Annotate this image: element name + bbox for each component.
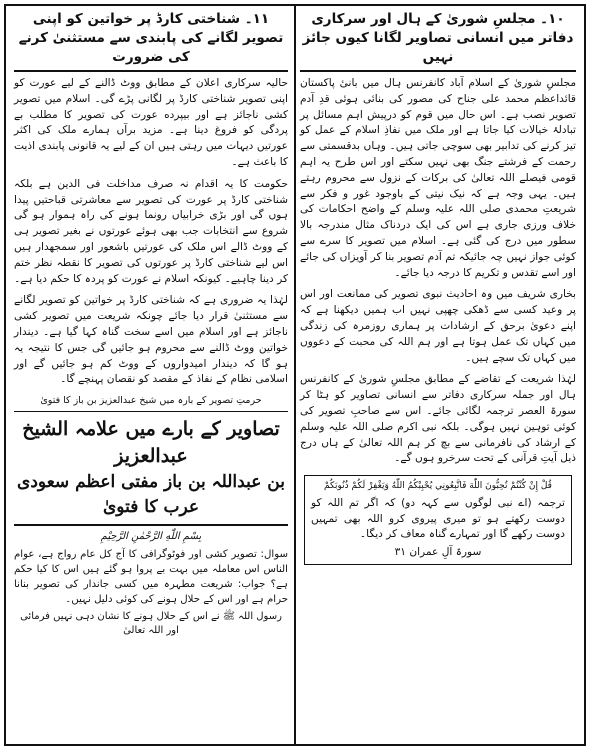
fatwa-title-line-1: تصاویر کے بارے میں علامہ الشیخ عبدالعزیز xyxy=(22,418,280,468)
left-paragraph-3: لہٰذا یہ ضروری ہے کہ شناختی کارڈ پر خواتین کو تصویر لگانے سے مستثنیٰ قرار دیا جائے چونکہ شریعت میں تصویر کشی ناجائز ہے اور اسلام میں اسے سخت گناہ کہا گیا ہے۔ دیندار خواتین ووٹ ڈالنے سے محروم ہو جائیں گی جس کا نتیجہ یہ ہو گا کہ دیندار امیدواروں کے ووٹ کم ہو جائیں گے اور اسلامی نظام کے نفاذ کے مقصد کو نقصان پہنچے گا۔ xyxy=(14,294,288,386)
fatwa-footer-line: رسول اللہ ﷺ نے اس کے حلال ہونے کا نشان دہی نہیں فرمائی اور اللہ تعالیٰ xyxy=(20,611,282,637)
left-paragraph-2: حکومت کا یہ اقدام نہ صرف مداخلت فی الدین ہے بلکہ شناختی کارڈ پر عورت کی تصویر سے معاشرتی قباحتیں پیدا ہوں گی اور بڑی خرابیاں رونما ہونے کی راہ ہموار ہو گی شروع سے انتخابات جب بھی ہوئے عورتوں نے بغیر تصویر ہی کے ووٹ ڈالے اس ملک کی عورتیں باشعور اور سمجھدار ہیں اس لیے شناختی کارڈ پر عورتوں کی تصویر کا نقطہ نظر ختم کر دینا چاہیے۔ کیونکہ اسلام نے عورت کو پردہ کا حکم دیا ہے۔ xyxy=(14,177,288,285)
bismillah: بِسْمِ اللّٰهِ الرَّحْمٰنِ الرَّحِيْمِ xyxy=(100,531,202,543)
right-paragraph-1: مجلسِ شوریٰ کے اسلام آباد کانفرنس ہال میں بانیٔ پاکستان قائداعظم محمد علی جناح کی مصور کی بنائی ہوئی قدِ آدم تصویر نصب ہے۔ اس حال میں قوم کو درپیش اہم مسائل پر تبادلۂ خیالات کیا جاتا ہے اور ملک میں نفاذِ اسلام کے عمل کو تیز کرنے کی تدابیر بھی سوچی جاتی ہیں۔ وہاں بدقسمتی سے رحمت کے فرشتے جنگ بھی نہیں سکتے اور اس طرح یہ اہم قومی فیصلے اللہ تعالیٰ کی برکات کے نزول سے محروم رہتے ہیں۔ یہی وجہ ہے کہ نیک نیتی کے باوجود غور و فکر سے شریعتِ محمدی صلی اللہ علیہ وسلم کے واضح احکامات کی خلاف ورزی جاری ہے اس کی ایک دردناک مثال مندرجہ بالا سطور میں درج کی گئی ہے۔ اسلام میں تصویر کا سرے سے کوئی جواز نہیں چہ جائیکہ تم آدم تصویر بنا کر آویزاں کی جائے اور اسے تقدس و تکریم کا درجہ دیا جائے۔ xyxy=(300,77,576,279)
right-paragraph-2: بخاری شریف میں وہ احادیث نبوی تصویر کی ممانعت اور اس پر وعید کسی سے ڈھکی چھپی نہیں اب ہمیں دیکھنا ہے کہ اپنے دعویٰ برحق کے ارشادات پر ہماری روزمرہ کی زندگی میں کہاں تک عمل ہوتا ہے اور ہم اللہ کی محبت کے دعووں میں کہاں تک سچے ہیں۔ xyxy=(300,288,576,364)
newspaper-page xyxy=(4,4,586,746)
right-paragraph-3: لہٰذا شریعت کے تقاضے کے مطابق مجلسِ شوریٰ کے کانفرنس ہال اور جملہ سرکاری دفاتر سے انسانی تصاویر کو ہٹا کر سورۃ العصر ترجمہ لگائی جائے۔ اس سے صاحبِ تصویر کی کوئی توہین نہیں ہوگی۔ بلکہ نبی اکرم صلی اللہ علیہ وسلم کے ارشاد کی نافرمانی سے بچ کر ہم اللہ تعالیٰ کے ہاں درج ذیل آیتِ قرآنی کے تحت سرخرو ہوں گے۔ xyxy=(300,373,576,465)
right-column-heading: ١٠۔ مجلسِ شوریٰ کے ہال اور سرکاری دفاتر میں انسانی تصاویر لگانا کیوں جائز نہیں xyxy=(300,10,576,72)
quran-quote-box xyxy=(304,475,572,565)
left-paragraph-1: حالیہ سرکاری اعلان کے مطابق ووٹ ڈالنے کے لیے عورت کو اپنی تصویر شناختی کارڈ پر لگانی پڑے گی۔ اسلام میں تصویر کشی ناجائز ہے اور بیپرده عورت کی تصویر کا مطلب بے پردگی کو فروغ دینا ہے۔ مزید برآں ہمارے ملک کی اکثر عورتیں دیہات میں رہتی ہیں ان کے لیے یہ قانونی پابندی اذیت کا باعث ہے۔ xyxy=(14,77,288,168)
left-column xyxy=(6,6,294,744)
column-divider xyxy=(294,6,296,744)
quran-verse-reference: سورۃ آلِ عمران ۳۱ xyxy=(394,545,482,558)
right-column xyxy=(294,6,584,744)
quran-verse-translation: ترجمہ (اے نبی لوگوں سے کہہ دو) کہ اگر تم اللہ کو دوست رکھتے ہو تو میری پیروی کرو اللہ بھی تمہیں دوست رکھے گا اور تمہارے گناہ معاف کر دیگا۔ xyxy=(311,497,565,541)
fatwa-question: سوال: تصویر کشی اور فوٹوگرافی کا آج کل عام رواج ہے، عوام الناس اس معاملہ میں بہت بے پروا ہو گئے ہیں اس کا کیا حکم ہے؟ جواب: شریعت مطہرہ میں کسی جاندار کی تصویر بنانا حرام ہے اور اس کے حلال ہونے کی کوئی دلیل نہیں۔ xyxy=(14,549,288,606)
fatwa-callout: حرمتِ تصویر کے بارہ میں شیخ عبدالعزیز بن باز کا فتویٰ xyxy=(14,394,288,412)
left-column-heading: ۱۱۔ شناختی کارڈ پر خواتین کو اپنی تصویر لگانے کی پابندی سے مستثنیٰ کرنے کی ضرورت xyxy=(14,10,288,72)
fatwa-title-line-2: بن عبداللہ بن باز مفتی اعظم سعودی عرب کا فتویٰ xyxy=(14,470,288,526)
quran-verse-arabic: قُلْ إِنْ كُنْتُمْ تُحِبُّونَ اللّٰهَ فَاتَّبِعُونِي يُحْبِبْكُمُ اللّٰهُ وَيَغْفِرْ لَكُمْ ذُنُوبَكُمْ xyxy=(324,481,552,492)
